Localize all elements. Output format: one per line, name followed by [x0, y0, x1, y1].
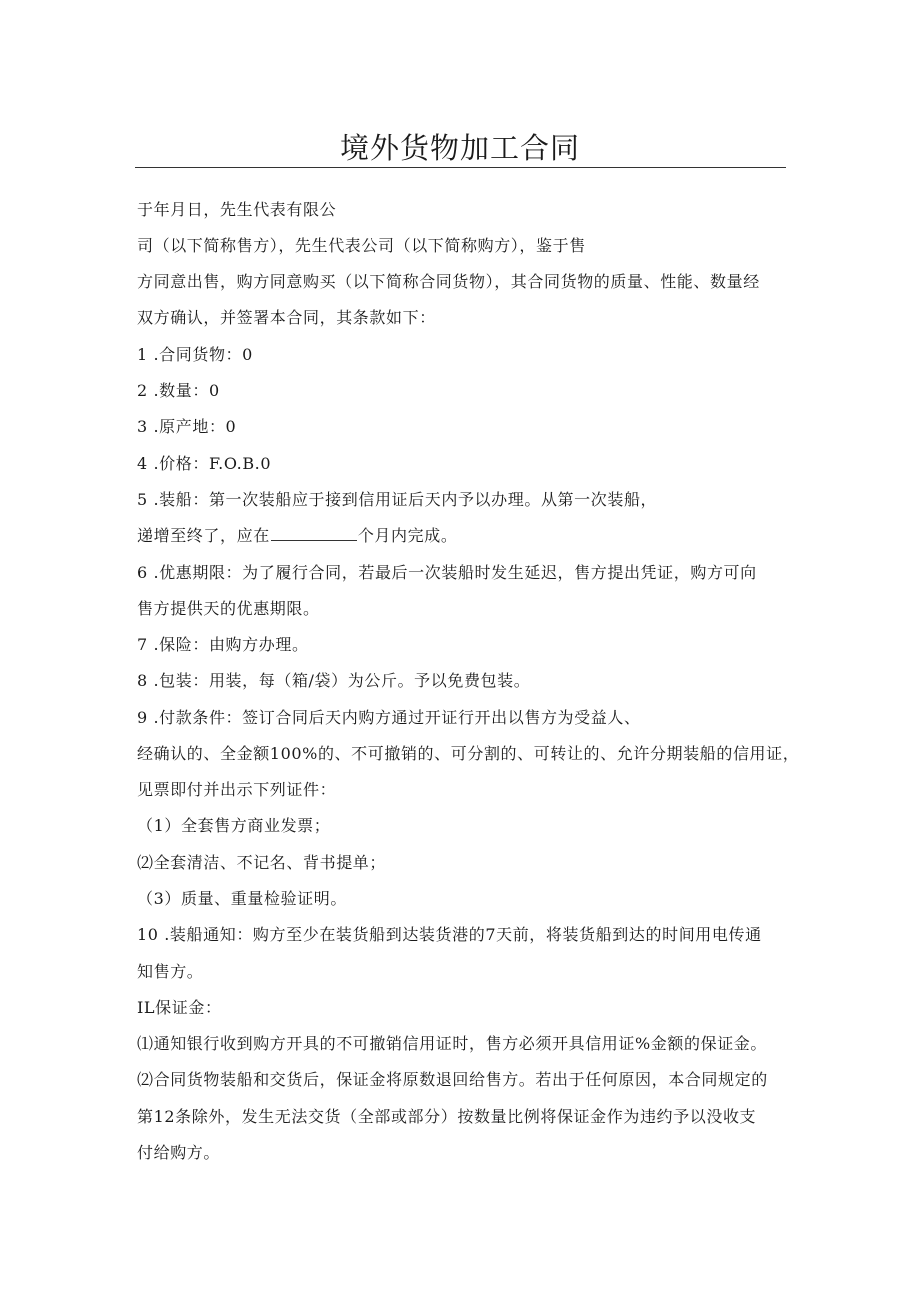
clause-4: 4 .价格：F.O.B.0: [137, 454, 272, 473]
clause-2: 2 .数量：0: [137, 381, 220, 400]
clause-5-continued: [137, 525, 457, 547]
fill-in-blank: [271, 526, 357, 541]
clause-9: 9 .付款条件：签订合同后天内购方通过开证行开出以售方为受益人、: [137, 708, 641, 727]
clause-5: 5 .装船：第一次装船应于接到信用证后天内予以办理。从第一次装船，: [137, 490, 658, 509]
clause-1: 1 .合同货物：0: [137, 345, 253, 364]
clause-7: 7 .保险：由购方办理。: [137, 635, 309, 654]
clause-11-item-2-continued: 第12条除外，发生无法交货（全部或部分）按数量比例将保证金作为违约予以没收支: [137, 1107, 757, 1126]
clause-6-continued: 售方提供天的优惠期限。: [137, 599, 320, 618]
document-item-1: （1）全套售方商业发票；: [137, 816, 331, 835]
document-item-2: ⑵全套清洁、不记名、背书提单；: [137, 853, 387, 872]
paragraph-line: 于年月日，先生代表有限公: [137, 200, 337, 219]
clause-10-continued: 知售方。: [137, 962, 204, 981]
document-title: 境外货物加工合同: [339, 131, 580, 165]
clause-8: 8 .包装：用装，每（箱/袋）为公斤。予以免费包装。: [137, 671, 531, 690]
clause-9-continued: 经确认的、全金额100%的、不可撤销的、可分割的、可转让的、允许分期装船的信用证，: [137, 744, 800, 763]
paragraph-line: 双方确认，并签署本合同，其条款如下：: [137, 308, 436, 327]
document-item-3: （3）质量、重量检验证明。: [137, 889, 347, 908]
clause-5-prefix: 递增至终了，应在: [137, 526, 270, 545]
clause-11-item-1: ⑴通知银行收到购方开具的不可撤销信用证时，售方必须开具信用证%金额的保证金。: [137, 1034, 768, 1053]
clause-9-continued: 见票即付并出示下列证件：: [137, 780, 337, 799]
clause-11-item-2: ⑵合同货物装船和交货后，保证金将原数退回给售方。若出于任何原因，本合同规定的: [137, 1070, 768, 1089]
clause-10: 10 .装船通知：购方至少在装货船到达装货港的7天前，将装货船到达的时间用电传通: [137, 925, 762, 944]
clause-11-item-2-continued: 付给购方。: [137, 1143, 221, 1162]
clause-5-suffix: 个月内完成。: [357, 526, 458, 545]
clause-3: 3 .原产地：0: [137, 417, 237, 436]
paragraph-line: 方同意出售，购方同意购买（以下简称合同货物），其合同货物的质量、性能、数量经: [137, 272, 760, 291]
paragraph-line: 司（以下简称售方），先生代表公司（以下简称购方），鉴于售: [137, 236, 586, 255]
clause-6: 6 .优惠期限：为了履行合同，若最后一次装船时发生延迟，售方提出凭证，购方可向: [137, 563, 757, 582]
clause-11: IL保证金：: [137, 998, 222, 1017]
title-underline: [135, 167, 786, 168]
